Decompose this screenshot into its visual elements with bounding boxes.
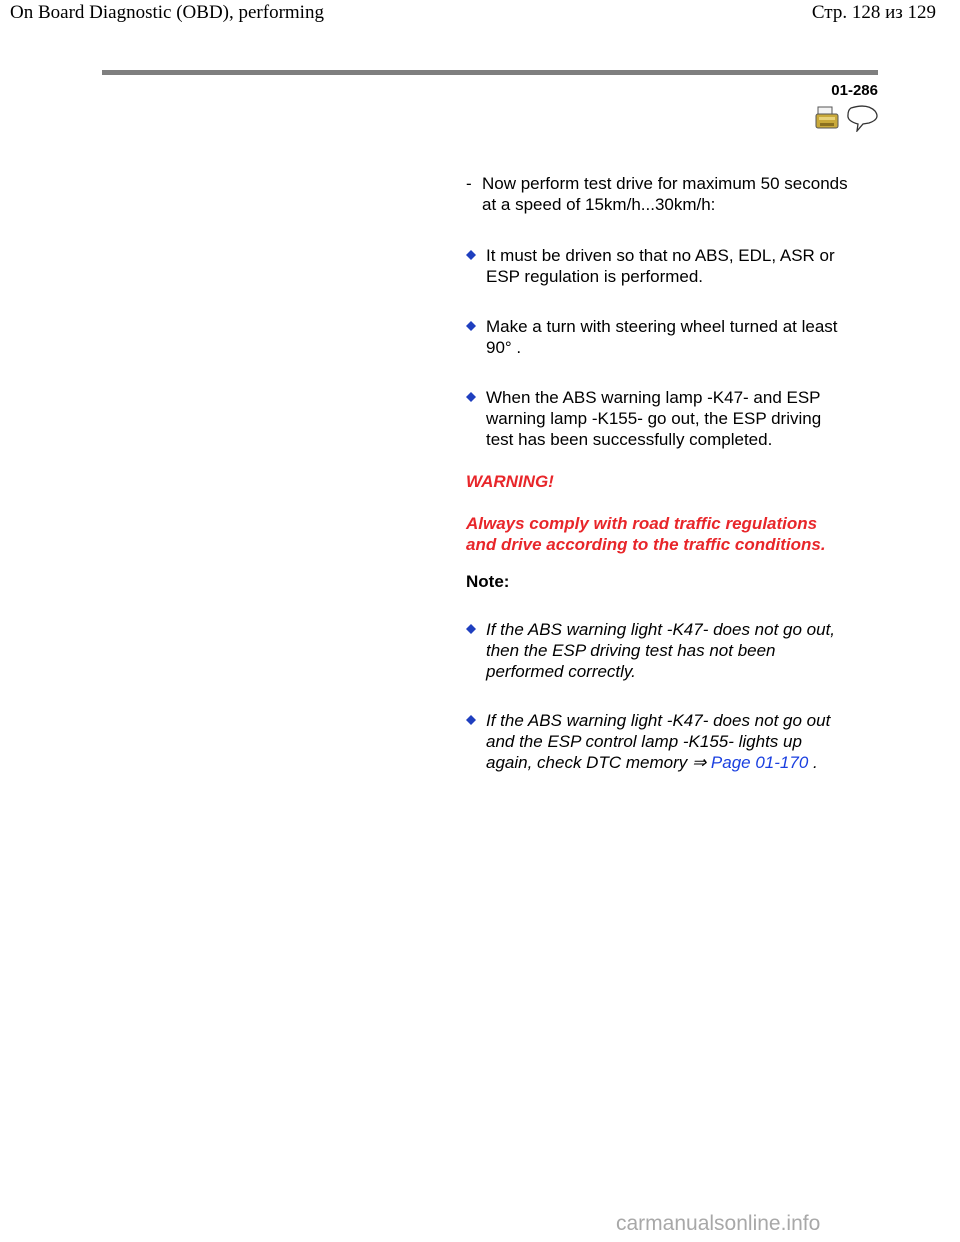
warning-title: WARNING! <box>466 472 554 491</box>
step-line-2: at a speed of 15km/h...30km/h: <box>482 195 716 214</box>
bullet-line: It must be driven so that no ABS, EDL, ASR or <box>486 246 835 265</box>
note-line: If the ABS warning light -K47- does not go out <box>486 711 831 730</box>
note-line: If the ABS warning light -K47- does not go out, <box>486 620 836 639</box>
note-text: again, check DTC memory ⇒ <box>486 753 711 772</box>
note-line: then the ESP driving test has not been <box>486 641 776 660</box>
step-line-1: Now perform test drive for maximum 50 seconds <box>482 174 848 193</box>
note-item <box>466 619 866 682</box>
warning-line: and drive according to the traffic conditions. <box>466 535 826 554</box>
diamond-bullet-icon <box>466 392 476 402</box>
warning-line: Always comply with road traffic regulations <box>466 514 818 533</box>
diamond-bullet-icon <box>466 624 476 634</box>
diamond-bullet-icon <box>466 321 476 331</box>
note-line: and the ESP control lamp -K155- lights up <box>486 732 802 751</box>
bullet-line: warning lamp -K155- go out, the ESP driving <box>486 409 822 428</box>
toolbar-icons <box>815 104 881 132</box>
note-line: performed correctly. <box>486 662 636 681</box>
note-title: Note: <box>466 572 510 591</box>
note-item <box>466 710 866 773</box>
page-counter: Стр. 128 из 129 <box>811 2 936 23</box>
header-divider <box>102 70 878 75</box>
document-title: On Board Diagnostic (OBD), performing <box>10 2 324 23</box>
page-number: 01-286 <box>831 82 878 99</box>
warning-text <box>466 513 866 555</box>
bullet-item <box>466 387 866 450</box>
bullet-line: test has been successfully completed. <box>486 430 773 449</box>
bullet-line: 90° . <box>486 338 522 357</box>
step-instruction <box>466 173 866 215</box>
note-text: . <box>808 753 818 772</box>
diamond-bullet-icon <box>466 715 476 725</box>
page-tools <box>815 104 881 132</box>
bullet-item <box>466 245 866 287</box>
bullet-line: Make a turn with steering wheel turned at least <box>486 317 838 336</box>
diamond-bullet-icon <box>466 250 476 260</box>
bullet-line: ESP regulation is performed. <box>486 267 704 286</box>
page-link[interactable]: Page 01-170 <box>710 753 809 772</box>
bullet-item <box>466 316 866 358</box>
note-line-with-link <box>486 752 866 773</box>
step-dash: - <box>466 174 472 193</box>
bullet-line: When the ABS warning lamp -K47- and ESP <box>486 388 821 407</box>
speech-bubble-icon[interactable] <box>848 106 877 131</box>
printer-icon[interactable] <box>816 107 838 128</box>
watermark: carmanualsonline.info <box>616 1212 821 1235</box>
